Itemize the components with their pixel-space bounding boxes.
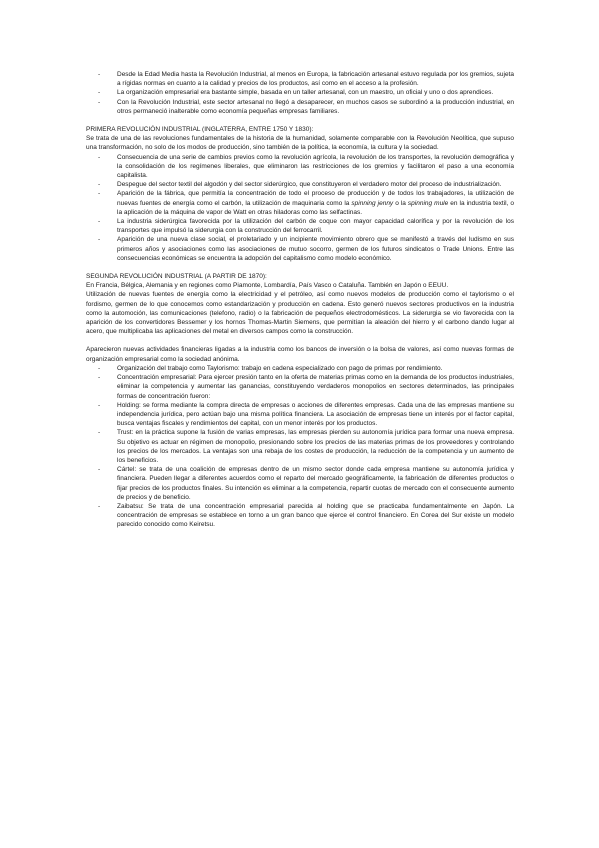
intro-list	[86, 70, 514, 116]
list-item: - Holding: se forma mediante la compra directa de empresas o acciones de diferentes empresas. Cada una de las empresas mantiene su independencia jurídica, pero actúan bajo una misma política financiera. La asociación de empresas tiene un interés por el factor capital, busca ventajas fiscales y rendimientos del capital, con un menor interés por los productos.	[86, 401, 514, 429]
fabrica-text: Aparición de la fábrica, que permitía la concentración de todo el proceso de producción y de todos los trabajadores, la utilización de nuevas fuentes de energía como el carbón, la utilización de maquinaria como la	[117, 190, 514, 207]
list-item: - Aparición de una nueva clase social, el proletariado y un incipiente movimiento obrero que se manifestó a través del ludismo en sus primeros años y asociaciones como las asociaciones de mutuo socorro, germen de los futuros sindicatos o Trade Unions. Entre las consecuencias económicas se encuentra la adopción del capitalismo como modelo económico.	[86, 235, 514, 263]
section-1-paragraph: Se trata de una de las revoluciones fundamentales de la historia de la humanidad, solamente comparable con la Revolución Neolítica, que supuso una transformación, no solo de los modos de producción, sino también de la política, la economía, la cultura y la sociedad.	[86, 135, 514, 152]
list-item: - Organización del trabajo como Taylorismo: trabajo en cadena especializado con pago de primas por rendimiento.	[86, 364, 514, 373]
fabrica-italic-2: spinning mule	[407, 199, 449, 207]
list-item: - Consecuencia de una serie de cambios previos como la revolución agrícola, la revolución de los transportes, la revolución demográfica y la consolidación de los regímenes liberales, que eliminaron las restricciones de los gremios y facilitaron el paso a una economía capitalista.	[86, 153, 514, 181]
section-2-paragraph-2: Aparecieron nuevas actividades financieras ligadas a la industria como los bancos de inversión o la bolsa de valores, así como nuevas formas de organización empresarial como la sociedad anónima.	[86, 346, 514, 363]
list-item: - Despegue del sector textil del algodón y del sector siderúrgico, que constituyeron el verdadero motor del proceso de industrialización.	[86, 180, 514, 189]
section-2-countries: En Francia, Bélgica, Alemania y en regiones como Piamonte, Lombardía, País Vasco o Cataluña. También en Japón o EEUU.	[86, 282, 449, 290]
list-item: - Zaibatsu: Se trata de una concentración empresarial parecida al holding que se practicaba fundamentalmente en Japón. La concentración de empresas se establece en torno a un gran banco que ejerce el control financiero. En Corea del Sur existe un modelo parecido conocido como Keiretsu.	[86, 502, 514, 530]
section-2-heading: SEGUNDA REVOLUCIÓN INDUSTRIAL (A PARTIR DE 1870):	[86, 273, 267, 281]
list-item: - La industria siderúrgica favorecida por la utilización del carbón de coque con mayor capacidad calorífica y por la revolución de los transportes que impulsó la siderurgia con la construcción del ferrocarril.	[86, 217, 514, 235]
fabrica-italic-1: spinning jenny	[351, 199, 394, 207]
section-2-list	[86, 364, 514, 530]
list-item: - Desde la Edad Media hasta la Revolución Industrial, al menos en Europa, la fabricación artesanal estuvo regulada por los gremios, sujeta a rígidas normas en cuanto a la calidad y precios de los productos, así como en el acceso a la profesión.	[86, 70, 514, 88]
section-1-heading: PRIMERA REVOLUCIÓN INDUSTRIAL (INGLATERRA, ENTRE 1750 Y 1830):	[86, 126, 314, 134]
list-item: - Trust: en la práctica supone la fusión de varias empresas, las empresas pierden su autonomía jurídica para formar una nueva empresa. Su objetivo es actuar en régimen de monopolio, presionando sobre los precios de las materias primas de los proveedores y controlando los precios de los mercados. La ventajas son una rebaja de los costes de producción, la reducción de la competencia y un aumento de los beneficios.	[86, 428, 514, 465]
list-item: - Con la Revolución Industrial, este sector artesanal no llegó a desaparecer, en muchos casos se subordinó a la producción industrial, en otros permaneció inalterable como economía pequeñas empresas familiares.	[86, 98, 514, 116]
list-item: - Cártel: se trata de una coalición de empresas dentro de un mismo sector donde cada empresa mantiene su autonomía jurídica y financiera. Pueden llegar a diferentes acuerdos como el reparto del mercado geográficamente, la fabricación de diferentes productos o fijar precios de los productos finales. Su intención es eliminar a la competencia, repartir cuotas de mercado con el consecuente aumento de precios y de beneficio.	[86, 465, 514, 502]
list-item: - La organización empresarial era bastante simple, basada en un taller artesanal, con un maestro, un oficial y uno o dos aprendices.	[86, 88, 514, 97]
section-1-list	[86, 153, 514, 263]
section-2-paragraph: Utilización de nuevas fuentes de energía como la electricidad y el petróleo, así como nuevos modelos de producción como el taylorismo o el fordismo, germen de lo que conocemos como estandarización y producción en cadena. Esto generó nuevos sectores productivos en la industria como la automoción, las comunicaciones (telefono, radio) o la fabricación de pequeños electrodomésticos. La siderurgia se vio favorecida con la aparición de los convertidores Bessemer y los hornos Thomas-Martin Siemens, que permitían la aleación del hierro y el carbono dando lugar al acero, que multiplicaba las aplicaciones del metal en diversos campos como la construcción.	[86, 291, 514, 336]
list-item: - Concentración empresarial: Para ejercer presión tanto en la oferta de materias primas como en la demanda de los productos industriales, eliminar la competencia y aumentar las ganancias, constituyendo verdaderos monopolios en sectores determinados, las principales formas de concentración fueron:	[86, 373, 514, 401]
fabrica-end: en la industria textil, o la aplicación de la máquina de vapor de Watt en otras hiladoras como las selfactinas.	[117, 199, 514, 216]
fabrica-mid: o la	[393, 199, 408, 207]
list-item-fabrica	[86, 189, 514, 217]
